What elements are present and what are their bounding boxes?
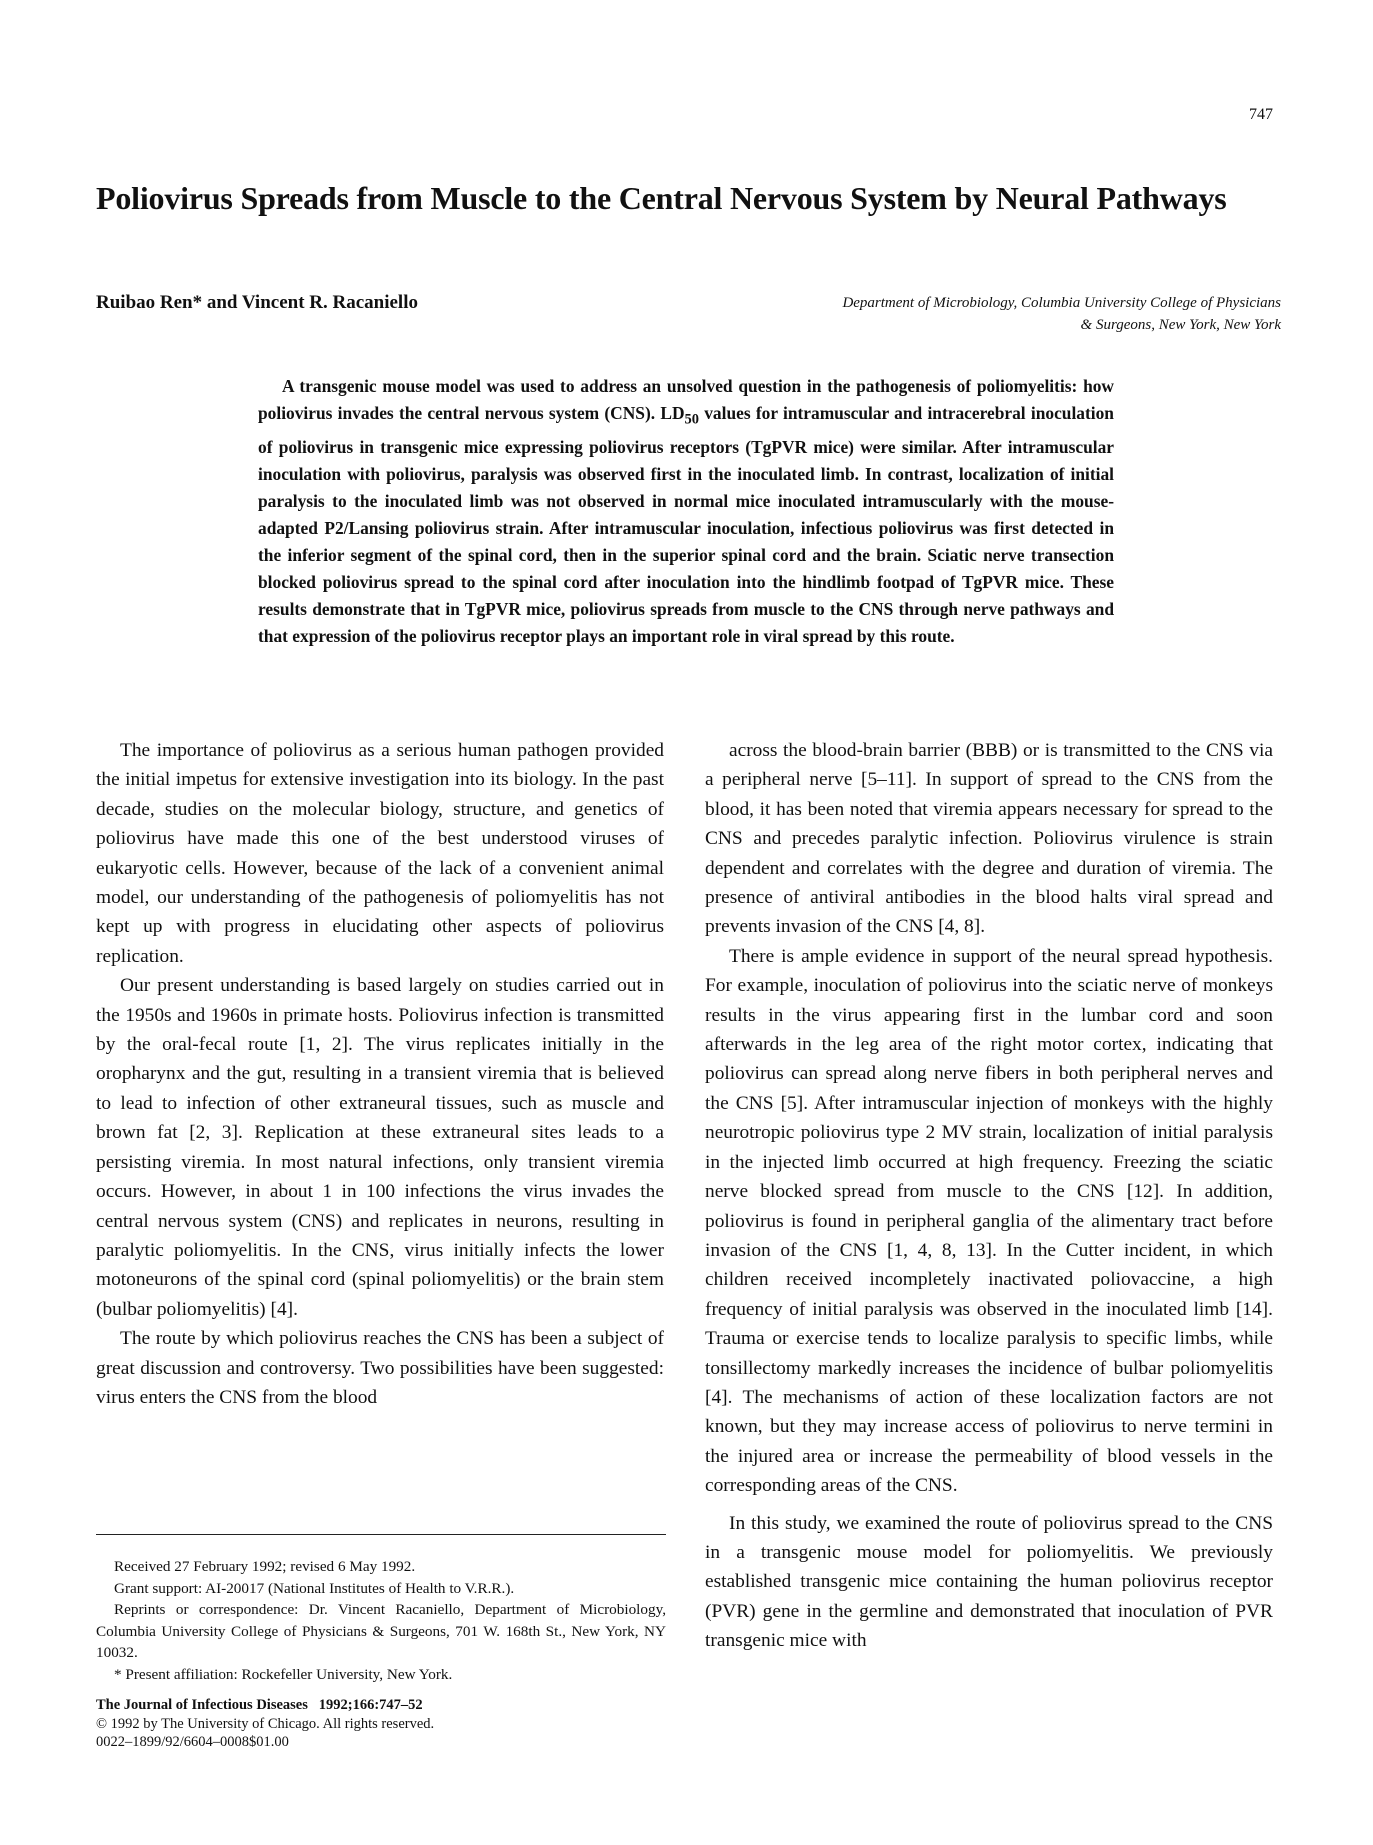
affiliation bbox=[641, 292, 1281, 336]
affiliation-line: & Surgeons, New York, New York bbox=[1080, 317, 1281, 333]
journal-citation-line bbox=[96, 1696, 666, 1715]
journal-citation: 1992;166:747–52 bbox=[318, 1697, 423, 1713]
body-column-right bbox=[705, 736, 1273, 1656]
journal-issn: 0022–1899/92/6604–0008$01.00 bbox=[96, 1734, 289, 1750]
affiliation-line: Department of Microbiology, Columbia University College of Physicians bbox=[842, 295, 1281, 311]
body-paragraph: In this study, we examined the route of poliovirus spread to the CNS in a transgenic mouse model for poliomyelitis. We previously established transgenic mice containing the human poliovirus receptor (PVR) gene in the germline and demonstrated that inoculation of PVR transgenic mice with bbox=[705, 1512, 1273, 1652]
body-column-left bbox=[96, 736, 664, 1412]
abstract-text: A transgenic mouse model was used to address an unsolved question in the pathogenesis of poliomyelitis: how poliovirus invades the central nervous system (CNS). LD bbox=[258, 376, 1114, 424]
footnote: Received 27 February 1992; revised 6 May 1992. bbox=[114, 1558, 416, 1575]
article-title: Poliovirus Spreads from Muscle to the Central Nervous System by Neural Pathways bbox=[96, 180, 1227, 216]
ld-subscript: 50 bbox=[684, 411, 699, 428]
footnote: * Present affiliation: Rockefeller University, New York. bbox=[114, 1665, 453, 1683]
footnote-divider bbox=[96, 1534, 666, 1535]
abstract bbox=[258, 373, 1114, 650]
journal-name: The Journal of Infectious Diseases bbox=[96, 1697, 308, 1713]
abstract-text: values for intramuscular and intracerebral inoculation of poliovirus in transgenic mice expressing poliovirus receptors (TgPVR mice) were similar. After intramuscular inoculation with poliovirus, paralysis was observed first in the inoculated limb. In contrast, localization of initial paralysis to the inoculated limb was not observed in normal mice inoculated intramuscularly with the mouse-adapted P2/Lansing poliovirus strain. After intramuscular inoculation, infectious poliovirus was first detected in the inferior segment of the spinal cord, then in the superior spinal cord and the brain. Sciatic nerve transection blocked poliovirus spread to the spinal cord after inoculation into the hindlimb footpad of TgPVR mice. These results demonstrate that in TgPVR mice, poliovirus spreads from muscle to the CNS through nerve pathways and that expression of the poliovirus receptor plays an important role in viral spread by this route. bbox=[258, 403, 1114, 647]
body-paragraph: The importance of poliovirus as a serious human pathogen provided the initial impetus for extensive investigation into its biology. In the past decade, studies on the molecular biology, structure, and genetics of poliovirus have made this one of the best understood viruses of eukaryotic cells. However, because of the lack of a convenient animal model, our understanding of the pathogenesis of poliomyelitis has not kept up with progress in elucidating other aspects of poliovirus replication. bbox=[96, 740, 664, 967]
journal-info bbox=[96, 1696, 666, 1752]
body-paragraph: across the blood-brain barrier (BBB) or is transmitted to the CNS via a peripheral nerve [5–11]. In support of spread to the CNS from the blood, it has been noted that viremia appears necessary for spread to the CNS and precedes paralytic infection. Poliovirus virulence is strain dependent and correlates with the degree and duration of viremia. The presence of antiviral antibodies in the blood halts viral spread and prevents invasion of the CNS [4, 8]. bbox=[705, 740, 1273, 938]
authors: Ruibao Ren* and Vincent R. Racaniello bbox=[96, 292, 418, 313]
footnote: Reprints or correspondence: Dr. Vincent Racaniello, Department of Microbiology, Columbia University College of Physicians & Surgeons, 701 W. 168th St., New York, NY 10032. bbox=[96, 1601, 666, 1661]
page-number: 747 bbox=[1249, 106, 1273, 123]
body-paragraph: Our present understanding is based largely on studies carried out in the 1950s and 1960s in primate hosts. Poliovirus infection is transmitted by the oral-fecal route [1, 2]. The virus replicates initially in the oropharynx and the gut, resulting in a transient viremia that is believed to lead to infection of other extraneural tissues, such as muscle and brown fat [2, 3]. Replication at these extraneural sites leads to a persisting viremia. In most natural infections, only transient viremia occurs. However, in about 1 in 100 infections the virus invades the central nervous system (CNS) and replicates in neurons, resulting in paralytic poliomyelitis. In the CNS, virus initially infects the lower motoneurons of the spinal cord (spinal poliomyelitis) or the brain stem (bulbar poliomyelitis) [4]. bbox=[96, 975, 664, 1320]
body-paragraph: There is ample evidence in support of the neural spread hypothesis. For example, inoculation of poliovirus into the sciatic nerve of monkeys results in the virus appearing first in the lumbar cord and soon afterwards in the leg area of the right motor cortex, indicating that poliovirus can spread along nerve fibers in both peripheral nerves and the CNS [5]. After intramuscular injection of monkeys with the highly neurotropic poliovirus type 2 MV strain, localization of initial paralysis in the injected limb occurred at high frequency. Freezing the sciatic nerve blocked spread from muscle to the CNS [12]. In addition, poliovirus is found in peripheral ganglia of the alimentary tract before invasion of the CNS [1, 4, 8, 13]. In the Cutter incident, in which children received incompletely inactivated poliovaccine, a high frequency of initial paralysis was observed in the inoculated limb [14]. Trauma or exercise tends to localize paralysis to specific limbs, while tonsillectomy markedly increases the incidence of bulbar poliomyelitis [4]. The mechanisms of action of these localization factors are not known, but they may increase access of poliovirus to nerve termini in the injured area or increase the permeability of blood vessels in the corresponding areas of the CNS. bbox=[705, 945, 1273, 1497]
footnotes bbox=[96, 1556, 666, 1685]
journal-copyright: © 1992 by The University of Chicago. All rights reserved. bbox=[96, 1715, 435, 1732]
body-paragraph: The route by which poliovirus reaches the CNS has been a subject of great discussion and controversy. Two possibilities have been suggested: virus enters the CNS from the blood bbox=[96, 1328, 664, 1408]
footnote: Grant support: AI-20017 (National Institutes of Health to V.R.R.). bbox=[114, 1579, 515, 1597]
